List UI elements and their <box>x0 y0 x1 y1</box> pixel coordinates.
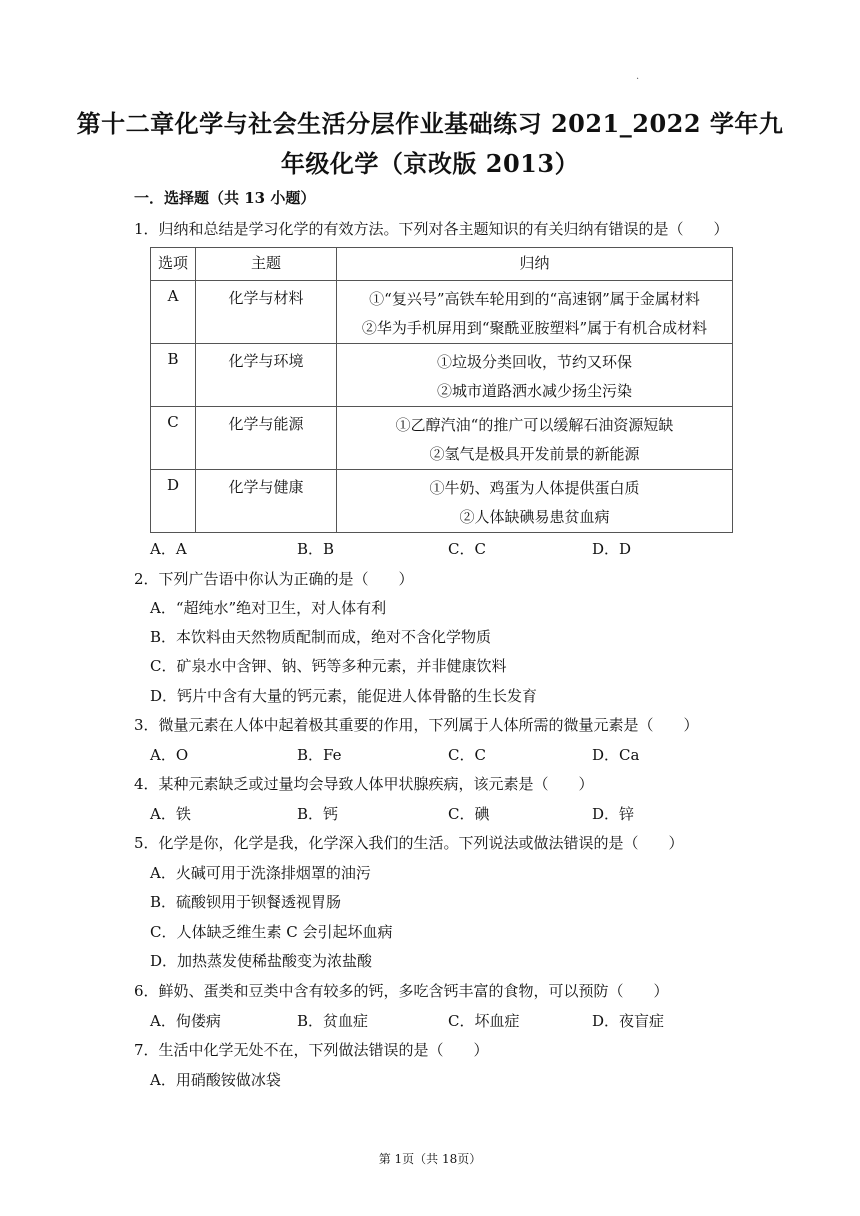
summary-item: ②氢气是极具开发前景的新能源 <box>429 445 640 463</box>
row-topic: 化学与能源 <box>196 407 337 470</box>
question-4-options <box>150 803 730 825</box>
row-summary <box>337 344 733 407</box>
row-option: A <box>151 281 196 344</box>
row-topic: 化学与材料 <box>196 281 337 344</box>
summary-item: ①垃圾分类回收，节约又环保 <box>436 353 632 371</box>
document-title-line-2: 年级化学（京改版 2013） <box>280 149 580 178</box>
option-a[interactable]: A．火碱可用于洗涤排烟罩的油污 <box>150 864 371 882</box>
table-row <box>151 344 733 407</box>
option-d[interactable]: D．钙片中含有大量的钙元素，能促进人体骨骼的生长发育 <box>150 687 538 705</box>
option-a[interactable]: A．铁 <box>150 805 191 823</box>
table-header-summary: 归纳 <box>337 248 733 281</box>
summary-item: ②人体缺碘易患贫血病 <box>459 508 610 526</box>
summary-item: ①“复兴号”高铁车轮用到的“高速钢”属于金属材料 <box>369 290 700 308</box>
question-6-stem: 6．鲜奶、蛋类和豆类中含有较多的钙，多吃含钙丰富的食物，可以预防（ ） <box>134 982 669 1000</box>
row-summary <box>337 470 733 533</box>
summary-item: ①牛奶、鸡蛋为人体提供蛋白质 <box>429 479 640 497</box>
option-a[interactable]: A．O <box>150 746 189 764</box>
question-1-options <box>150 538 730 560</box>
summary-item: ②华为手机屏用到“聚酰亚胺塑料”属于有机合成材料 <box>361 319 708 337</box>
row-option: B <box>151 344 196 407</box>
option-b[interactable]: B．B <box>297 540 335 558</box>
option-b[interactable]: B．贫血症 <box>297 1012 369 1030</box>
option-c[interactable]: C．碘 <box>448 805 490 823</box>
option-c[interactable]: C．矿泉水中含钾、钠、钙等多种元素，并非健康饮料 <box>150 657 507 675</box>
option-d[interactable]: D．加热蒸发使稀盐酸变为浓盐酸 <box>150 952 373 970</box>
page-dot: · <box>636 74 640 85</box>
row-topic: 化学与环境 <box>196 344 337 407</box>
question-6-options <box>150 1010 730 1032</box>
summary-item: ①乙醇汽油“的推广可以缓解石油资源短缺 <box>395 416 674 434</box>
option-c[interactable]: C．C <box>448 746 486 764</box>
section-heading: 一．选择题（共 13 小题） <box>134 189 316 207</box>
row-topic: 化学与健康 <box>196 470 337 533</box>
table-header-row <box>151 248 733 281</box>
question-1-stem: 1．归纳和总结是学习化学的有效方法。下列对各主题知识的有关归纳有错误的是（ ） <box>134 220 729 238</box>
option-c[interactable]: C．人体缺乏维生素 C 会引起坏血病 <box>150 923 393 941</box>
question-2-stem: 2．下列广告语中你认为正确的是（ ） <box>134 570 414 588</box>
question-7-stem: 7．生活中化学无处不在，下列做法错误的是（ ） <box>134 1041 489 1059</box>
option-a[interactable]: A．用硝酸铵做冰袋 <box>150 1071 281 1089</box>
option-a[interactable]: A．“超纯水”绝对卫生，对人体有利 <box>150 599 387 617</box>
option-d[interactable]: D．Ca <box>592 746 640 764</box>
table-row <box>151 470 733 533</box>
page-footer: 第 1页（共 18页） <box>378 1152 482 1166</box>
table-row <box>151 281 733 344</box>
option-b[interactable]: B．本饮料由天然物质配制而成，绝对不含化学物质 <box>150 628 492 646</box>
row-summary <box>337 281 733 344</box>
option-a[interactable]: A．A <box>150 540 187 558</box>
table-header-topic: 主题 <box>196 248 337 281</box>
table-header-option: 选项 <box>151 248 196 281</box>
question-5-stem: 5．化学是你，化学是我，化学深入我们的生活。下列说法或做法错误的是（ ） <box>134 834 684 852</box>
option-b[interactable]: B．Fe <box>297 746 342 764</box>
question-3-stem: 3．微量元素在人体中起着极其重要的作用，下列属于人体所需的微量元素是（ ） <box>134 716 699 734</box>
question-3-options <box>150 744 730 766</box>
question-4-stem: 4．某种元素缺乏或过量均会导致人体甲状腺疾病，该元素是（ ） <box>134 775 594 793</box>
row-summary <box>337 407 733 470</box>
table-row <box>151 407 733 470</box>
option-d[interactable]: D．D <box>592 540 632 558</box>
document-title-line-1: 第十二章化学与社会生活分层作业基础练习 2021_2022 学年九 <box>76 109 784 138</box>
option-c[interactable]: C．坏血症 <box>448 1012 520 1030</box>
option-c[interactable]: C．C <box>448 540 486 558</box>
summary-item: ②城市道路洒水减少扬尘污染 <box>436 382 632 400</box>
row-option: D <box>151 470 196 533</box>
option-a[interactable]: A．佝偻病 <box>150 1012 221 1030</box>
option-b[interactable]: B．钙 <box>297 805 339 823</box>
option-b[interactable]: B．硫酸钡用于钡餐透视胃肠 <box>150 893 342 911</box>
row-option: C <box>151 407 196 470</box>
option-d[interactable]: D．锌 <box>592 805 635 823</box>
question-1-table <box>150 247 733 533</box>
option-d[interactable]: D．夜盲症 <box>592 1012 665 1030</box>
